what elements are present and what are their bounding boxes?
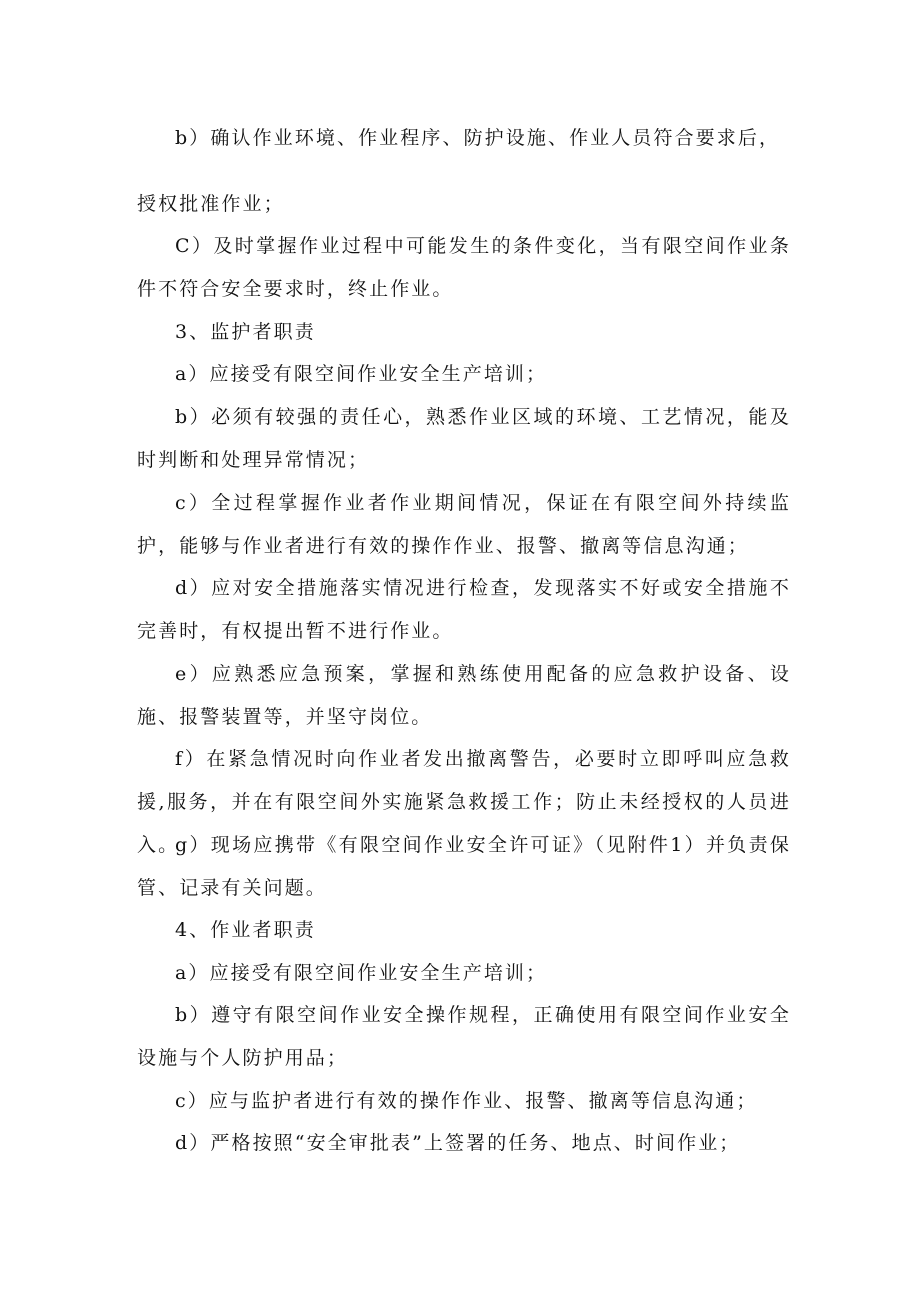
paragraph-guardian-c: c）全过程掌握作业者作业期间情况，保证在有限空间外持续监护，能够与作业者进行有效的操作作业、报警、撤离等信息沟通； [137, 492, 791, 557]
heading-guardian-duties: 3、监护者职责 [175, 321, 316, 343]
paragraph-guardian-b: b）必须有较强的责任心，熟悉作业区域的环境、工艺情况，能及时判断和处理异常情况； [137, 406, 791, 471]
paragraph-guardian-e: e）应熟悉应急预案，掌握和熟练使用配备的应急救护设备、设施、报警装置等，并坚守岗位。 [137, 663, 791, 728]
paragraph-guardian-a: a）应接受有限空间作业安全生产培训； [175, 363, 548, 385]
paragraph-worker-b: b）遵守有限空间作业安全操作规程，正确使用有限空间作业安全设施与个人防护用品； [137, 1004, 791, 1069]
paragraph-guardian-d: d）应对安全措施落实情况进行检查，发现落实不好或安全措施不完善时，有权提出暂不进行作业。 [137, 577, 791, 642]
paragraph-worker-c: c）应与监护者进行有效的操作作业、报警、撤离等信息沟通； [175, 1090, 758, 1112]
paragraph-worker-d: d）严格按照“安全审批表”上签署的任务、地点、时间作业； [175, 1132, 741, 1154]
heading-worker-duties: 4、作业者职责 [175, 919, 316, 941]
paragraph-guardian-g: g）现场应携带《有限空间作业安全许可证》（见附件1）并负责保管、记录有关问题。 [137, 834, 791, 899]
paragraph-b-continued: 授权批准作业； [137, 193, 285, 215]
paragraph-worker-a: a）应接受有限空间作业安全生产培训； [175, 962, 548, 984]
paragraph-guardian-f: f）在紧急情况时向作业者发出撤离警告，必要时立即呼叫应急救援,服务，并在有限空间外实施紧急救援工作；防止未经授权的人员进入。 [137, 748, 791, 856]
paragraph-b-confirm: b）确认作业环境、作业程序、防护设施、作业人员符合要求后， [175, 127, 781, 149]
paragraph-c-monitor-conditions: C）及时掌握作业过程中可能发生的条件变化，当有限空间作业条件不符合安全要求时，终止作业。 [137, 235, 791, 300]
